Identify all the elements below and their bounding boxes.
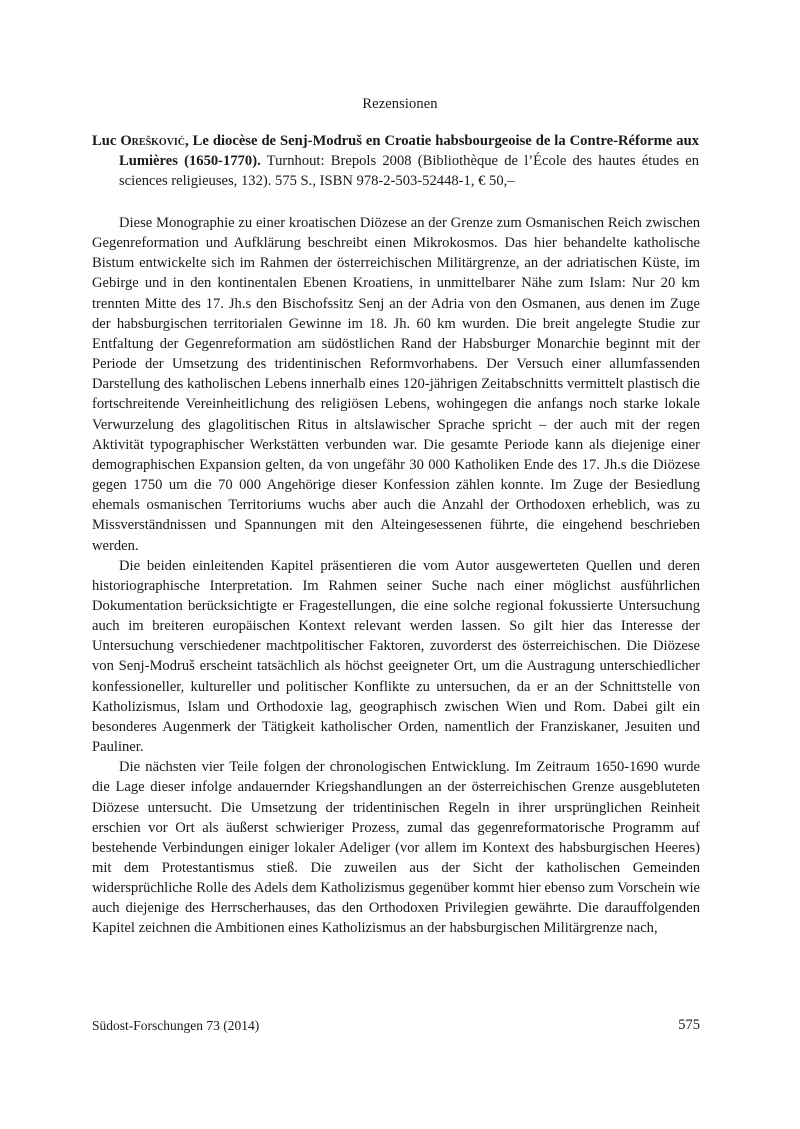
footer-journal: Südost-Forschungen 73 (2014) bbox=[92, 1018, 260, 1033]
citation-author-last: Orešković bbox=[120, 133, 186, 149]
citation-author-first: Luc bbox=[92, 133, 117, 149]
review-body bbox=[92, 213, 700, 939]
page-number: 575 bbox=[678, 1017, 700, 1033]
review-citation bbox=[92, 131, 699, 192]
citation-book-title: , Le diocèse de Senj-Modruš en Croatie habsbourgeoise de la Contre-Réforme aux Lumières (1650-1770). bbox=[119, 133, 699, 170]
running-head: Rezensionen bbox=[362, 96, 438, 112]
paragraph: Diese Monographie zu einer kroatischen Diözese an der Grenze zum Osmanischen Reich zwischen Gegenreformation und Aufklärung beschreibt einen Mikrokosmos. Das hier behandelte katholische Bistum entwickelte sich im Rahmen der österreichischen Militärgrenze, an der adriatischen Küste, im Gebirge und in den kontinentalen Ebenen Kroatiens, in unmittelbarer Nähe zum Islam: Nur 20 km trennten Mitte des 17. Jh.s den Bischofssitz Senj an der Adria von den Osmanen, aus denen im Zuge der habsburgischen territorialen Gewinne im 18. Jh. 60 km wurden. Die breit angelegte Studie zur Entfaltung der Gegenreformation am südöstlichen Rand der Habsburger Monarchie beginnt mit der Periode der Umsetzung des tridentinischen Reformvorhabens. Der Versuch einer allumfassenden Darstellung des katholischen Lebens innerhalb eines 120-jährigen Zeitabschnitts vermittelt plastisch die fortschreitende Vereinheitlichung des religiösen Lebens, wohingegen die anfangs noch starke lokale Verwurzelung des glagolitischen Ritus in altslawischer Sprache spricht – der auch mit der regen Aktivität typographischer Werkstätten verbunden war. Die gesamte Periode kann als diejenige einer demographischen Expansion gelten, da von ungefähr 30 000 Katholiken Ende des 17. Jh.s die Diözese gegen 1750 um die 70 000 Angehörige dieser Konfession zählen konnte. Im Zuge der Besiedlung ehemals osmanischen Territoriums wuchs aber auch die Anzahl der Orthodoxen erheblich, was zu Missverständnissen und Spannungen mit den Alteingesessenen führte, die eingehend beschrieben werden. bbox=[92, 215, 700, 554]
paragraph: Die nächsten vier Teile folgen der chronologischen Entwicklung. Im Zeitraum 1650-1690 wurde die Lage dieser infolge andauernder Kriegshandlungen an der österreichischen Grenze ausgebluteten Diözese untersucht. Die Umsetzung der tridentinischen Regeln in ihrer ursprünglichen Reinheit erschien vor Ort als äußerst schwieriger Prozess, zumal das gegenreformatorische Programm auf bestehende Verbindungen einiger lokaler Adeliger (vor allem im Kontext des habsburgischen Heeres) mit dem Protestantismus stieß. Die zuweilen aus der Sicht der katholischen Gemeinden widersprüchliche Rolle des Adels dem Katholizismus gegenüber kommt hier ebenso zum Vorschein wie auch diejenige des Herrscherhauses, das den Orthodoxen Privilegien gewährte. Die darauffolgenden Kapitel zeichnen die Ambitionen eines Katholizismus an der habsburgischen Militärgrenze nach, bbox=[92, 759, 700, 937]
paragraph: Die beiden einleitenden Kapitel präsentieren die vom Autor ausgewerteten Quellen und deren historiographische Interpretation. Im Rahmen seiner Suche nach einer möglichst ausführlichen Dokumentation berücksichtigte er Fragestellungen, die eine solche regional fokussierte Untersuchung auch im breiteren europäischen Kontext relevant werden lassen. So gilt hier das Interesse der Untersuchung verschiedener machtpolitischer Faktoren, zuvorderst des österreichischen. Die Diözese von Senj-Modruš erscheint tatsächlich als höchst geeigneter Ort, um die Austragung unterschiedlicher konfessioneller, kultureller und politischer Konflikte zu untersuchen, da er an der Schnittstelle von Katholizismus, Islam und Orthodoxie lag, geographisch zwischen Wien und Rom. Dabei gilt ein besonderes Augenmerk der Tätigkeit katholischer Orden, namentlich der Franziskaner, Jesuiten und Pauliner. bbox=[92, 557, 700, 756]
citation-publication-details: Turnhout: Brepols 2008 (Bibliothèque de l’École des hautes études en sciences religieuses, 132). 575 S., ISBN 978-2-503-52448-1, € 50,– bbox=[119, 153, 699, 190]
